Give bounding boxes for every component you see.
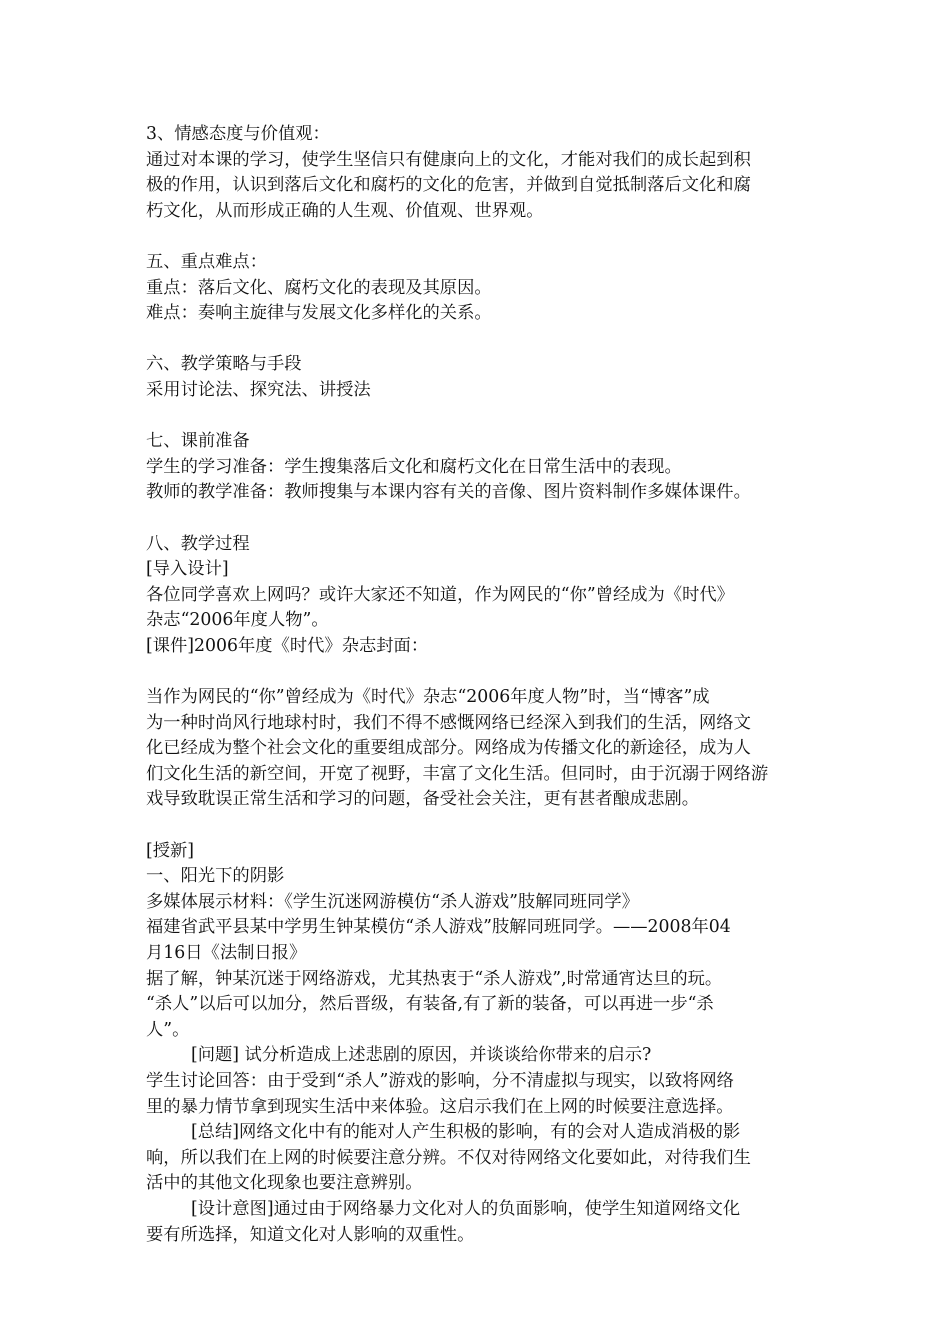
paragraph-line: 化已经成为整个社会文化的重要组成部分。网络成为传播文化的新途径，成为人 (146, 738, 751, 759)
section-strategy (146, 352, 810, 403)
blank-line (146, 327, 810, 353)
paragraph-line: [课件]2006年度《时代》杂志封面： (146, 635, 429, 656)
paragraph-line: 多媒体展示材料：《学生沉迷网游模仿“杀人游戏”肢解同班同学》 (146, 891, 639, 912)
section-heading: 七、课前准备 (146, 431, 250, 452)
blank-line (146, 224, 810, 250)
section-process (146, 532, 810, 660)
paragraph-line: 教师的教学准备：教师搜集与本课内容有关的音像、图片资料制作多媒体课件。 (146, 482, 751, 503)
paragraph-line: 戏导致耽误正常生活和学习的问题，备受社会关注，更有甚者酿成悲剧。 (146, 789, 700, 810)
paragraph-line: 学生讨论回答：由于受到“杀人”游戏的影响，分不清虚拟与现实，以致将网络 (146, 1070, 734, 1091)
subsection-label: [授新] (146, 840, 195, 861)
paragraph-line: “杀人”以后可以加分，然后晋级，有装备,有了新的装备，可以再进一步“杀 (146, 994, 714, 1015)
paragraph-line: 杂志“2006年度人物”。 (146, 610, 329, 631)
paragraph-line: 重点：落后文化、腐朽文化的表现及其原因。 (146, 277, 492, 298)
blank-line (146, 506, 810, 532)
section-heading: 3、情感态度与价值观： (146, 124, 330, 144)
design-intent-line: [设计意图]通过由于网络暴力文化对人的负面影响，使学生知道网络文化 (191, 1198, 741, 1219)
paragraph-line: 各位同学喜欢上网吗？或许大家还不知道，作为网民的“你”曾经成为《时代》 (146, 584, 734, 605)
section-new-lesson (146, 839, 810, 1249)
paragraph-line: 学生的学习准备：学生搜集落后文化和腐朽文化在日常生活中的表现。 (146, 456, 682, 477)
paragraph-line: 要有所选择，知道文化对人影响的双重性。 (146, 1224, 475, 1245)
section-heading: 一、阳光下的阴影 (146, 866, 285, 887)
section-key-points (146, 250, 810, 327)
paragraph-line: 极的作用，认识到落后文化和腐朽的文化的危害，并做到自觉抵制落后文化和腐 (146, 175, 751, 196)
question-line: [问题] 试分析造成上述悲剧的原因，并谈谈给你带来的启示? (191, 1045, 652, 1066)
paragraph-line: 活中的其他文化现象也要注意辨别。 (146, 1173, 423, 1194)
paragraph-line: 福建省武平县某中学男生钟某模仿“杀人游戏”肢解同班同学。——2008年04 (146, 917, 731, 938)
subsection-label: [导入设计] (146, 559, 229, 580)
summary-line: [总结]网络文化中有的能对人产生积极的影响，有的会对人造成消极的影 (191, 1122, 741, 1143)
blank-line (146, 404, 810, 430)
paragraph-line: 响，所以我们在上网的时候要注意分辨。不仅对待网络文化要如此，对待我们生 (146, 1147, 751, 1168)
blank-line (146, 813, 810, 839)
paragraph-line: 人”。 (146, 1019, 190, 1040)
paragraph-line: 据了解，钟某沉迷于网络游戏，尤其热衷于“杀人游戏”,时常通宵达旦的玩。 (146, 968, 723, 989)
document-page (146, 122, 810, 1248)
paragraph-line: 们文化生活的新空间，开宽了视野，丰富了文化生活。但同时，由于沉溺于网络游 (146, 763, 769, 784)
paragraph-line: 里的暴力情节拿到现实生活中来体验。这启示我们在上网的时候要注意选择。 (146, 1096, 734, 1117)
paragraph-line: 为一种时尚风行地球村时，我们不得不感慨网络已经深入到我们的生活，网络文 (146, 712, 751, 733)
section-attitude (146, 122, 810, 224)
section-preparation (146, 429, 810, 506)
paragraph-line: 采用讨论法、探究法、讲授法 (146, 379, 371, 400)
section-heading: 五、重点难点： (146, 251, 267, 272)
paragraph-line: 月16日《法制日报》 (146, 943, 307, 963)
section-heading: 六、教学策略与手段 (146, 354, 302, 375)
paragraph-line: 通过对本课的学习，使学生坚信只有健康向上的文化，才能对我们的成长起到积 (146, 149, 751, 170)
section-heading: 八、教学过程 (146, 533, 250, 554)
paragraph-line: 当作为网民的“你”曾经成为《时代》杂志“2006年度人物”时，当“博客”成 (146, 687, 710, 708)
paragraph-line: 朽文化，从而形成正确的人生观、价值观、世界观。 (146, 200, 544, 221)
paragraph-line: 难点：奏响主旋律与发展文化多样化的关系。 (146, 303, 492, 324)
blank-line (146, 659, 810, 685)
section-intro-paragraph (146, 685, 810, 813)
